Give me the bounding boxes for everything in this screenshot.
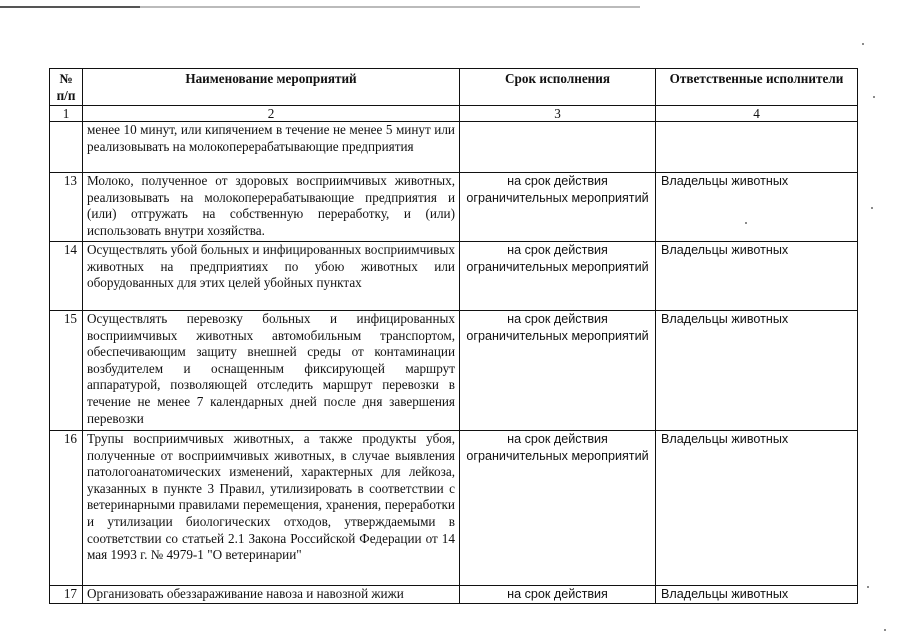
table-row: [50, 311, 858, 431]
row-description: Осуществлять убой больных и инфицированных восприимчивых животных на предприятиях по убою животных или оборудованных для этих целей убойных пунктах: [83, 242, 460, 311]
row-description: Молоко, полученное от здоровых восприимчивых животных, реализовывать на молокоперерабатывающие предприятия и (или) отгружать на собственную переработку, и (или) использовать внутри хозяйства.: [83, 173, 460, 242]
column-number: 4: [656, 106, 858, 122]
row-num: 16: [50, 431, 83, 586]
row-num: 15: [50, 311, 83, 431]
column-number: 1: [50, 106, 83, 122]
row-num: 13: [50, 173, 83, 242]
row-term: на срок действия ограничительных мероприятий: [460, 173, 656, 242]
row-term: на срок действия ограничительных мероприятий: [460, 242, 656, 311]
row-responsible: Владельцы животных: [656, 311, 858, 431]
measures-table: [49, 68, 858, 604]
row-description: менее 10 минут, или кипячением в течение не менее 5 минут или реализовывать на молокоперерабатывающие предприятия: [83, 122, 460, 173]
row-responsible: Владельцы животных: [656, 173, 858, 242]
row-term: на срок действия: [460, 586, 656, 604]
scan-speck: [871, 207, 873, 209]
row-responsible: Владельцы животных: [656, 586, 858, 604]
column-number: 2: [83, 106, 460, 122]
scan-speck: [867, 586, 869, 588]
table-row: [50, 431, 858, 586]
row-description: Организовать обеззараживание навоза и навозной жижи: [83, 586, 460, 604]
row-term: на срок действия ограничительных мероприятий: [460, 431, 656, 586]
scan-speck: [884, 629, 886, 631]
row-term: [460, 122, 656, 173]
row-responsible: Владельцы животных: [656, 431, 858, 586]
column-number: 3: [460, 106, 656, 122]
scan-speck: [873, 96, 875, 98]
row-num: 14: [50, 242, 83, 311]
table-row: [50, 122, 858, 173]
table-row: [50, 586, 858, 604]
row-term: на срок действия ограничительных мероприятий: [460, 311, 656, 431]
header-term: Срок исполнения: [460, 69, 656, 106]
header-responsible: Ответственные исполнители: [656, 69, 858, 106]
header-num: № п/п: [50, 69, 83, 106]
header-name: Наименование мероприятий: [83, 69, 460, 106]
row-num: 17: [50, 586, 83, 604]
header-row: [50, 69, 858, 106]
table-row: [50, 242, 858, 311]
scan-edge-line: [0, 6, 905, 8]
row-responsible: [656, 122, 858, 173]
row-num: [50, 122, 83, 173]
scan-speck: [862, 43, 864, 45]
table-row: [50, 173, 858, 242]
row-responsible: Владельцы животных: [656, 242, 858, 311]
row-description: Осуществлять перевозку больных и инфицированных восприимчивых животных автомобильным транспортом, обеспечивающим защиту внешней среды от контаминации возбудителем и оснащенным фиксирующей маршрут аппаратурой, позволяющей отследить маршрут перевозки в течение не менее 7 календарных дней после дня завершения перевозки: [83, 311, 460, 431]
row-description: Трупы восприимчивых животных, а также продукты убоя, полученные от восприимчивых животных, в случае выявления патологоанатомических изменений, характерных для лейкоза, указанных в пункте 3 Правил, утилизировать в соответствии с ветеринарными правилами перемещения, хранения, переработки и утилизации биологических отходов, утверждаемыми в соответствии со статьей 2.1 Закона Российской Федерации от 14 мая 1993 г. № 4979-1 "О ветеринарии": [83, 431, 460, 586]
column-number-row: [50, 106, 858, 122]
